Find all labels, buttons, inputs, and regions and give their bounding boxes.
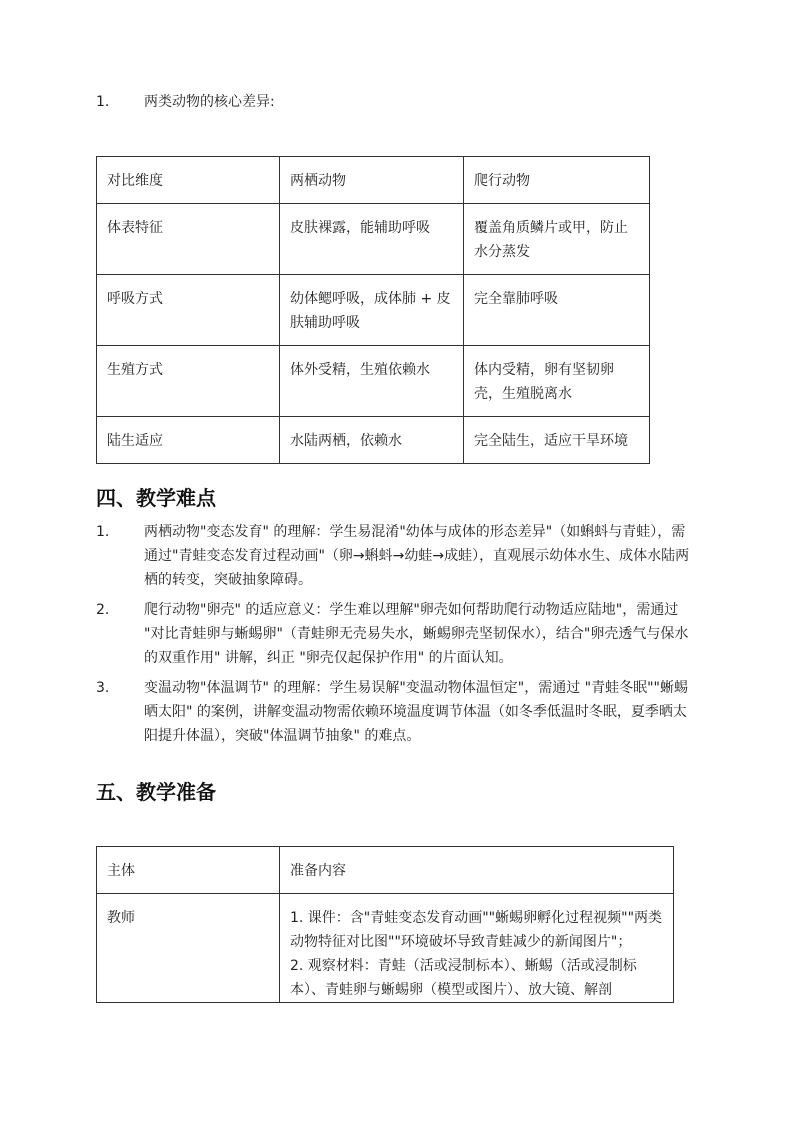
table-cell: 幼体鳃呼吸，成体肺 + 皮肤辅助呼吸 [280,275,464,346]
preparation-line: 1. 课件：含"青蛙变态发育动画""蜥蜴卵孵化过程视频""两类动物特征对比图""环境破坏导致青蛙减少的新闻图片"； [290,910,663,950]
list-item [96,676,696,748]
table-cell: 水陆两栖，依赖水 [280,417,464,464]
table-cell: 体外受精，生殖依赖水 [280,346,464,417]
comparison-table [96,156,650,464]
table-header-row [97,847,674,894]
section-heading: 四、教学难点 [96,486,216,510]
intro-text: 两类动物的核心差异: [144,94,275,110]
table-row [97,346,650,417]
table-cell: 完全陆生，适应干旱环境 [464,417,650,464]
table-cell: 体表特征 [97,204,280,275]
table-header-cell: 主体 [97,847,280,894]
list-item [96,598,696,670]
table-header-cell: 对比维度 [97,157,280,204]
list-item-text: 两栖动物"变态发育" 的理解：学生易混淆"幼体与成体的形态差异"（如蝌蚪与青蛙），需通过"青蛙变态发育过程动画"（卵→蝌蚪→幼蛙→成蛙），直观展示幼体水生、成体水陆两栖的转变，突破抽象障碍。 [144,524,690,588]
section-heading: 五、教学准备 [96,780,216,804]
table-row [97,275,650,346]
table-cell: 覆盖角质鳞片或甲，防止水分蒸发 [464,204,650,275]
table-row [97,417,650,464]
preparation-table [96,846,674,1003]
table-cell: 皮肤裸露，能辅助呼吸 [280,204,464,275]
table-header-cell: 爬行动物 [464,157,650,204]
list-number: 3. [96,680,110,696]
table-header-cell: 两栖动物 [280,157,464,204]
table-header-cell: 准备内容 [280,847,674,894]
list-number: 1. [96,94,110,110]
list-number: 2. [96,602,110,618]
list-item-text: 变温动物"体温调节" 的理解：学生易误解"变温动物体温恒定"，需通过 "青蛙冬眠""蜥蜴晒太阳" 的案例，讲解变温动物需依赖环境温度调节体温（如冬季低温时冬眠，夏季晒太阳提升体温），突破"体温调节抽象" 的难点。 [144,680,688,744]
table-row [97,894,674,1003]
table-cell: 教师 [97,894,280,1003]
difficulty-list [96,520,696,754]
table-header-row [97,157,650,204]
preparation-line: 2. 观察材料：青蛙（活或浸制标本）、蜥蜴（活或浸制标本）、青蛙卵与蜥蜴卵（模型或图片）、放大镜、解剖 [290,958,637,998]
list-number: 1. [96,524,110,540]
list-item-text: 爬行动物"卵壳" 的适应意义：学生难以理解"卵壳如何帮助爬行动物适应陆地"，需通过 "对比青蛙卵与蜥蜴卵"（青蛙卵无壳易失水，蜥蜴卵壳坚韧保水），结合"卵壳透气与保水的双重作用" 讲解，纠正 "卵壳仅起保护作用" 的片面认知。 [144,602,689,666]
list-item [96,520,696,592]
table-cell: 陆生适应 [97,417,280,464]
table-cell [280,894,674,1003]
table-cell: 完全靠肺呼吸 [464,275,650,346]
table-cell: 体内受精，卵有坚韧卵壳，生殖脱离水 [464,346,650,417]
table-cell: 生殖方式 [97,346,280,417]
table-cell: 呼吸方式 [97,275,280,346]
table-row [97,204,650,275]
